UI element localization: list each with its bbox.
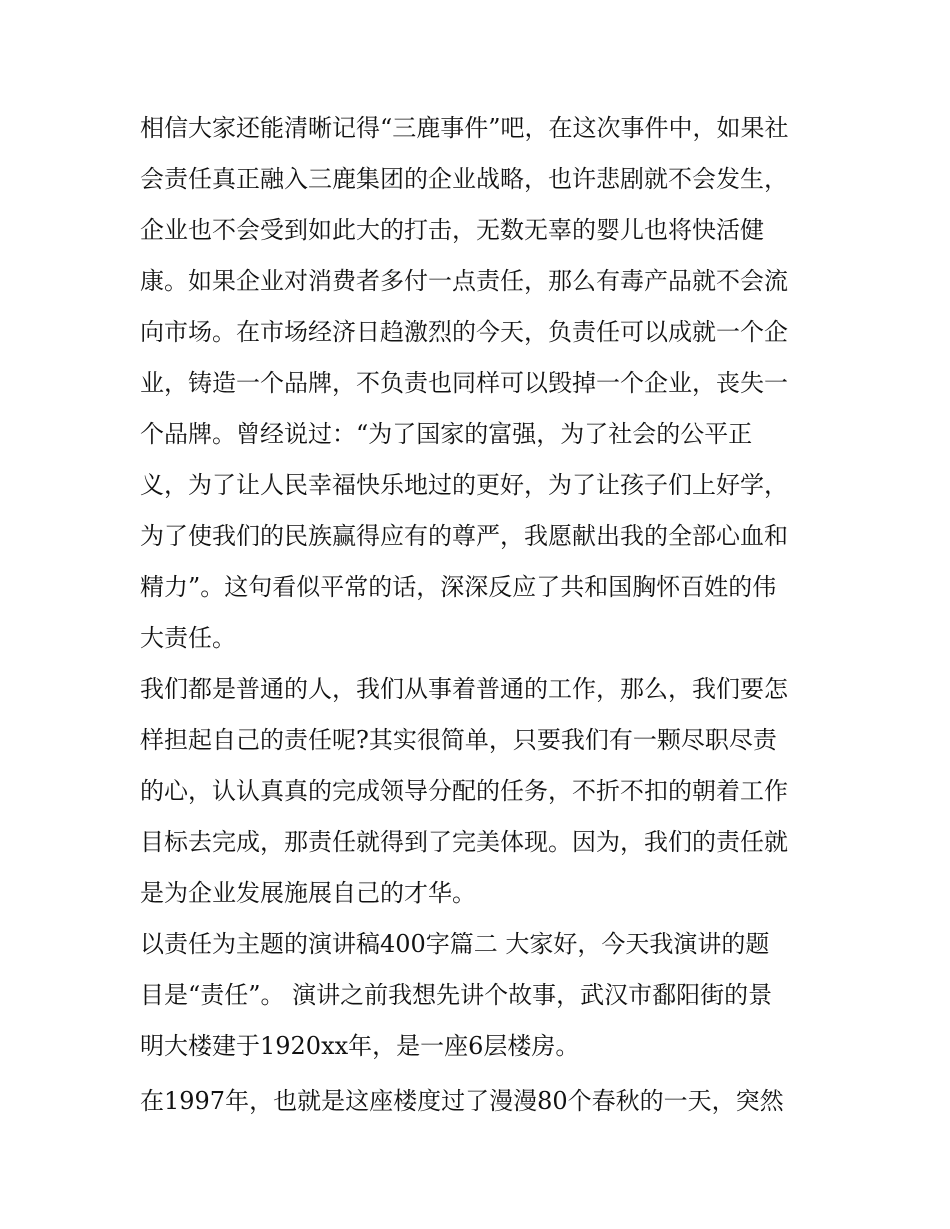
text-line: 目是“责任”。 演讲之前我想先讲个故事，武汉市鄱阳街的景 (140, 981, 773, 1009)
text-line: 我们都是普通的人，我们从事着普通的工作，那么，我们要怎 (140, 675, 788, 703)
text-line: 相信大家还能清晰记得“三鹿事件”吧，在这次事件中，如果社 (140, 114, 789, 142)
text-line: 样担起自己的责任呢?其实很简单，只要我们有一颗尽职尽责 (140, 726, 777, 754)
text-line: 目标去完成，那责任就得到了完美体现。因为，我们的责任就 (140, 828, 788, 856)
document-body (140, 103, 820, 1127)
text-line: 企业也不会受到如此大的打击，无数无辜的婴儿也将快活健 (140, 216, 764, 244)
text-line: 明大楼建于1920xx年，是一座6层楼房。 (140, 1032, 580, 1060)
text-line: 个品牌。曾经说过：“为了国家的富强，为了社会的公平正 (140, 420, 753, 448)
text-line: 康。如果企业对消费者多付一点责任，那么有毒产品就不会流 (140, 267, 788, 295)
text-line: 以责任为主题的演讲稿400字篇二 大家好，今天我演讲的题 (140, 930, 770, 958)
text-line: 向市场。在市场经济日趋激烈的今天，负责任可以成就一个企 (140, 318, 788, 346)
text-line: 义，为了让人民幸福快乐地过的更好，为了让孩子们上好学， (140, 471, 788, 499)
text-line: 会责任真正融入三鹿集团的企业战略，也许悲剧就不会发生， (140, 165, 788, 193)
text-line: 为了使我们的民族赢得应有的尊严，我愿献出我的全部心血和 (140, 522, 788, 550)
paragraph-2 (140, 664, 820, 919)
text-line: 大责任。 (140, 624, 236, 652)
text-line: 精力”。这句看似平常的话，深深反应了共和国胸怀百姓的伟 (140, 573, 777, 601)
text-line: 的心，认认真真的完成领导分配的任务，不折不扣的朝着工作 (140, 777, 788, 805)
text-line: 业，铸造一个品牌，不负责也同样可以毁掉一个企业，丧失一 (140, 369, 788, 397)
text-line: 在1997年，也就是这座楼度过了漫漫80个春秋的一天，突然 (140, 1087, 784, 1115)
paragraph-4 (140, 1076, 820, 1127)
paragraph-1 (140, 103, 820, 664)
text-line: 是为企业发展施展自己的才华。 (140, 879, 476, 907)
paragraph-3 (140, 919, 820, 1072)
